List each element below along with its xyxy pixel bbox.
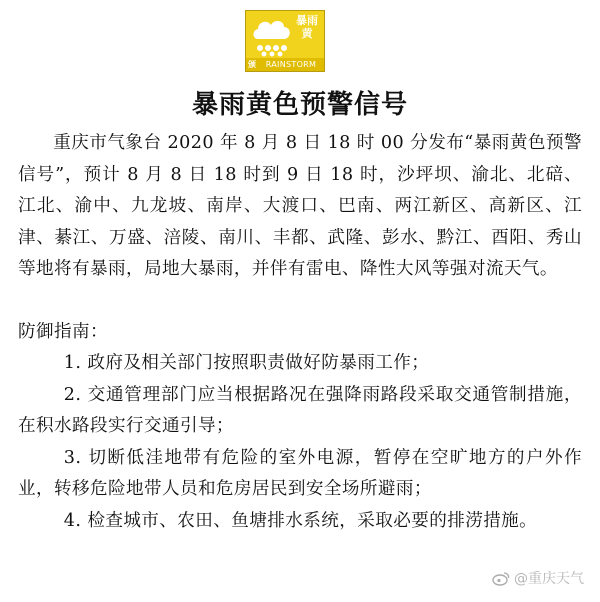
guide-item: 2. 交通管理部门应当根据路况在强降雨路段采取交通管制措施，在积水路段实行交通引导； — [18, 384, 582, 436]
rainstorm-yellow-warning-icon — [245, 10, 325, 72]
rain-cloud-icon — [250, 15, 294, 57]
watermark-text: @重庆天气 — [514, 571, 584, 587]
page-title: 暴雨黄色预警信号 — [191, 90, 408, 120]
icon-type-label: 暴雨 — [296, 14, 318, 27]
icon-level-label: 黄 — [301, 27, 313, 40]
icon-mark: 颁 — [248, 60, 256, 69]
weibo-watermark — [492, 568, 584, 588]
guide-item: 3. 切断低洼地带有危险的室外电源，暂停在空旷地方的户外作业，转移危险地带人员和危房居民到安全场所避雨； — [18, 447, 582, 499]
weibo-logo-icon — [492, 571, 510, 586]
document-body — [18, 128, 582, 537]
icon-bottom-bar — [246, 58, 324, 71]
icon-english-label: RAINSTORM — [265, 60, 317, 69]
icon-side-label — [295, 14, 319, 40]
intro-paragraph: 重庆市气象台 2020 年 8 月 8 日 18 时 00 分发布“暴雨黄色预警信号”，预计 8 月 8 日 18 时到 9 日 18 时，沙坪坝、渝北、北碚、江北、渝中、九龙坡、南岸、大渡口、巴南、两江新区、高新区、江津、綦江、万盛、涪陵、南川、丰都、武隆、彭水、黔江、酉阳、秀山等地将有暴雨，局地大暴雨，并伴有雷电、降性大风等强对流天气。 — [18, 133, 582, 279]
guide-item: 1. 政府及相关部门按照职责做好防暴雨工作； — [63, 353, 430, 373]
guide-heading: 防御指南： — [18, 321, 108, 342]
guide-item: 4. 检查城市、农田、鱼塘排水系统，采取必要的排涝措施。 — [63, 510, 538, 531]
